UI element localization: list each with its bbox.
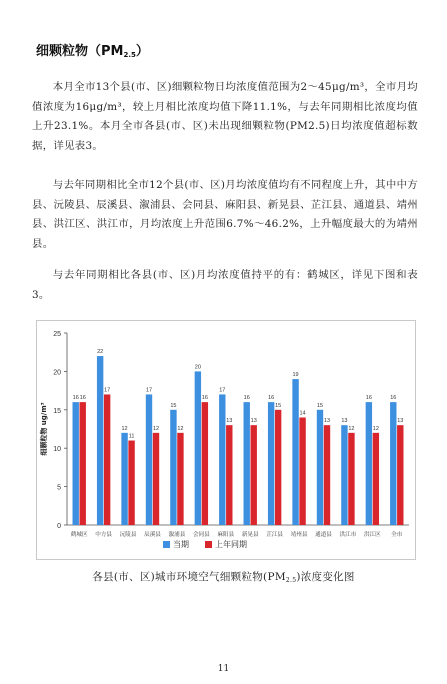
x-tick-label: 鹤城区: [70, 532, 88, 538]
data-label: 16: [268, 395, 275, 402]
data-label: 15: [275, 402, 282, 409]
data-label: 16: [201, 395, 208, 402]
x-tick-label: 麻阳县: [217, 532, 235, 538]
data-label: 16: [79, 395, 86, 402]
bar-last-year: [397, 425, 403, 525]
bar-last-year: [251, 425, 257, 525]
data-label: 16: [365, 395, 372, 402]
x-tick-label: 芷江县: [266, 532, 284, 538]
bar-current: [121, 433, 127, 525]
paragraph-flat: 与去年同期相比各县(市、区)月均浓度值持平的有：鹤城区，详见下图和表3。: [32, 269, 418, 301]
x-tick-label: 沅陵县: [119, 532, 137, 538]
bar-last-year: [299, 417, 305, 525]
bar-current: [317, 410, 323, 525]
bar-last-year: [128, 441, 134, 525]
data-label: 20: [194, 364, 201, 371]
data-label: 12: [152, 425, 160, 432]
section-heading: [36, 40, 149, 59]
x-tick-label: 洪江区: [363, 532, 381, 538]
page-number: 11: [217, 664, 230, 674]
y-tick-label: 25: [53, 331, 61, 338]
data-label: 15: [316, 402, 324, 409]
data-label: 19: [292, 372, 299, 379]
data-label: 13: [341, 418, 348, 425]
heading-subscript: 2.5: [123, 51, 136, 59]
data-label: 13: [397, 418, 404, 425]
bar-current: [366, 402, 372, 525]
bar-current: [268, 402, 274, 525]
paragraph-increase: 与去年同期相比全市12个县(市、区)月均浓度值均有不同程度上升，其中中方县、沅陵县、辰溪县、溆浦县、会同县、麻阳县、新晃县、芷江县、通道县、靖州县、洪江区、洪江市，月均浓度上升范围6.7%～46.2%，上升幅度最大的为靖州县。: [32, 179, 418, 250]
data-label: 12: [348, 425, 355, 432]
bar-last-year: [153, 433, 159, 525]
figure-caption: [0, 569, 447, 584]
data-label: 22: [97, 349, 104, 356]
data-label: 13: [226, 418, 233, 425]
data-label: 13: [323, 418, 331, 425]
caption-text: 各县(市、区)城市环境空气细颗粒物(PM: [92, 571, 286, 583]
caption-suffix: )浓度变化图: [296, 571, 355, 583]
data-label: 14: [299, 410, 306, 417]
bar-current: [170, 410, 176, 525]
legend-swatch-current: [163, 541, 170, 548]
bar-current: [292, 379, 298, 525]
data-label: 17: [104, 387, 111, 394]
data-label: 12: [372, 425, 379, 432]
bar-current: [195, 371, 201, 525]
bar-last-year: [80, 402, 86, 525]
data-label: 12: [177, 425, 184, 432]
bar-current: [219, 394, 225, 525]
y-tick-label: 20: [53, 369, 61, 377]
bar-last-year: [275, 410, 281, 525]
x-tick-label: 全市: [391, 532, 403, 538]
chart-canvas: [37, 321, 415, 559]
bar-last-year: [104, 394, 110, 525]
data-label: 15: [170, 402, 177, 409]
x-tick-label: 溆浦县: [168, 532, 186, 538]
x-tick-label: 辰溪县: [144, 532, 161, 538]
y-tick-label: 15: [53, 407, 61, 415]
data-label: 17: [219, 387, 226, 394]
data-label: 16: [72, 395, 79, 402]
bar-current: [244, 402, 250, 525]
pm25-bar-chart: [36, 320, 416, 560]
data-label: 17: [145, 387, 153, 394]
y-axis-title: 细颗粒物 ug/m³: [40, 402, 48, 456]
legend-swatch-last-year: [205, 541, 212, 548]
caption-subscript: 2.5: [285, 577, 297, 584]
bar-current: [390, 402, 396, 525]
x-tick-label: 会同县: [192, 532, 210, 538]
bar-current: [73, 402, 79, 525]
y-tick-label: 10: [53, 446, 61, 454]
x-tick-label: 洪江市: [339, 532, 357, 538]
x-tick-label: 通道县: [315, 532, 332, 538]
heading-suffix: ）: [135, 44, 149, 59]
bar-last-year: [226, 425, 232, 525]
bar-last-year: [373, 433, 379, 525]
x-tick-label: 新晃县: [241, 532, 259, 538]
x-tick-label: 靖州县: [290, 532, 308, 538]
bar-last-year: [324, 425, 330, 525]
bar-current: [341, 425, 347, 525]
data-label: 11: [128, 433, 135, 440]
data-label: 12: [121, 425, 128, 432]
legend-label: 上年同期: [215, 540, 247, 549]
data-label: 16: [390, 395, 397, 402]
y-tick-label: 0: [57, 523, 61, 530]
bar-last-year: [348, 433, 354, 525]
legend-label: 当期: [173, 540, 189, 549]
x-tick-label: 中方县: [95, 532, 113, 538]
paragraph-summary: 本月全市13个县(市、区)细颗粒物日均浓度值范围为2～45μg/m³，全市月均值浓度为16μg/m³，较上月相比浓度均值下降11.1%，与去年同期相比浓度均值上升23.1%。本月全市各县(市、区)未出现细颗粒物(PM2.5)日均浓度值超标数据，详见表3。: [32, 81, 418, 152]
data-label: 16: [243, 395, 250, 402]
y-tick-label: 5: [57, 484, 61, 492]
data-label: 13: [250, 418, 257, 425]
bar-current: [146, 394, 152, 525]
bar-last-year: [202, 402, 208, 525]
bar-last-year: [177, 433, 183, 525]
bar-current: [97, 356, 103, 525]
heading-text: 细颗粒物（PM: [36, 44, 124, 59]
